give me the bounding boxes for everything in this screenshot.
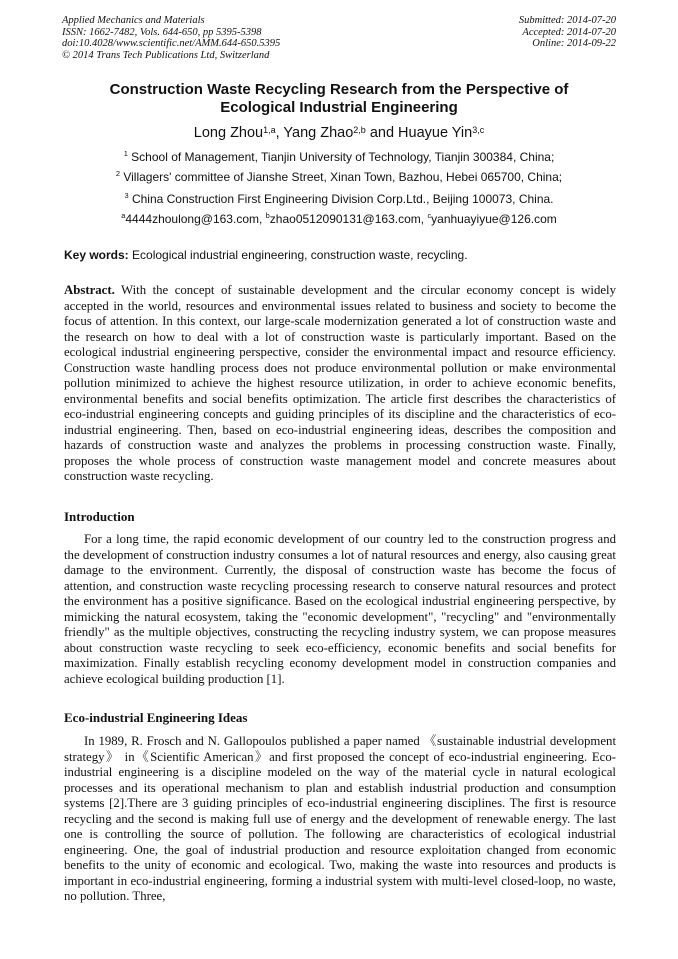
issn-line: ISSN: 1662-7482, Vols. 644-650, pp 5395-5398 xyxy=(62,26,262,38)
journal-name: Applied Mechanics and Materials xyxy=(62,15,205,26)
affiliation-2-sup: 2 xyxy=(115,169,120,179)
author-list xyxy=(40,124,638,142)
title-line-2: Ecological Industrial Engineering xyxy=(220,99,458,116)
submitted-date: Submitted: 2014-07-20 xyxy=(518,15,616,26)
author-2: Yang Zhao xyxy=(283,125,354,141)
title-line-1: Construction Waste Recycling Research from the Perspective of xyxy=(109,81,569,98)
affiliation-2 xyxy=(40,170,638,184)
email-c: yanhuayiyue@126.com xyxy=(431,212,557,226)
author-3-sup: 3,c xyxy=(472,124,485,135)
keywords-text: Ecological industrial engineering, construction waste, recycling. xyxy=(128,248,468,262)
abstract-label: Abstract. xyxy=(64,283,115,297)
journal-header xyxy=(62,15,280,61)
copyright-line: © 2014 Trans Tech Publications Ltd, Switzerland xyxy=(62,49,270,61)
affiliation-2-text: Villagers' committee of Jianshe Street, Xinan Town, Bazhou, Hebei 065700, China; xyxy=(123,170,563,184)
author-1-sup: 1,a xyxy=(263,124,276,135)
affiliation-1-text: School of Management, Tianjin University of Technology, Tianjin 300384, China; xyxy=(131,150,555,164)
online-date: Online: 2014-09-22 xyxy=(532,38,616,49)
author-sep-2: and xyxy=(365,125,399,141)
eco-section-heading: Eco-industrial Engineering Ideas xyxy=(64,710,248,725)
email-a-sup: a xyxy=(121,211,126,221)
introduction-heading: Introduction xyxy=(64,509,135,524)
affiliation-1-sup: 1 xyxy=(123,149,128,159)
affiliation-1 xyxy=(40,150,638,164)
author-2-sup: 2,b xyxy=(353,124,366,135)
introduction-text: For a long time, the rapid economic development of our country led to the construction progress and the development of construction industry consumes a lot of natural resources and energy, also causing great damage to the environment. Currently, the disposal of construction waste has become the focus of attention, and construction waste recycling processing research to conserve natural resources and protect the environment has a positive significance. Based on the ecological industrial engineering perspective, by mimicking the natural ecosystem, taking the "economic development", "recycling" and "environmentally friendly" as the multiple objectives, constructing the recycling industry system, we can propose measures about construction waste recycling to seek eco-efficiency, economic benefits and social benefits for maximization. Finally establish recycling economy development model in construction companies and achieve ecological building production [1]. xyxy=(64,532,616,686)
author-1: Long Zhou xyxy=(193,125,264,141)
email-b: zhao0512090131@163.com, xyxy=(269,212,428,226)
affiliation-3-sup: 3 xyxy=(124,191,129,201)
accepted-date: Accepted: 2014-07-20 xyxy=(522,26,616,38)
dates-header xyxy=(519,15,616,50)
paper-title xyxy=(40,81,638,117)
affiliation-3-text: China Construction First Engineering Division Corp.Ltd., Beijing 100073, China. xyxy=(131,192,554,206)
author-sep-1: , xyxy=(275,125,284,141)
abstract xyxy=(64,283,616,485)
doi-line: doi:10.4028/www.scientific.net/AMM.644-650.5395 xyxy=(62,38,281,49)
author-3: Huayue Yin xyxy=(398,125,473,141)
abstract-text: With the concept of sustainable development and the circular economy concept is widely accepted in the world, resources and environmental issues related to business and society to become the focus of attention. In this context, our large-scale modernization generated a lot of construction waste and the research on how to deal with a lot of construction waste is particularly important. Based on the ecological industrial engineering perspective, consider the environmental impact and resource efficiency. Construction waste handling process does not produce environmental pollution or make environmental pollution minimized to achieve the highest resource utilization, in order to achieve economic benefits, environmental benefits and social benefits optimization. The article first describes the characteristics of eco-industrial engineering concepts and guiding principles of its discipline and the characteristics of eco-industrial engineering. Then, based on eco-industrial engineering ideas, describes the composition and hazards of construction waste and analyzes the problems in processing construction waste. Finally, proposes the whole process of construction waste management model and concrete measures about construction waste recycling. xyxy=(64,283,616,483)
keywords-label: Key words: xyxy=(64,248,129,262)
email-c-sup: c xyxy=(427,211,432,221)
email-line xyxy=(40,212,638,226)
eco-section-text: In 1989, R. Frosch and N. Gallopoulos published a paper named 《sustainable industrial development strategy》 in《Scientific American》and first proposed the concept of eco-industrial engineering. Eco-industrial engineering is a discipline modeled on the way of the material cycle in natural ecological processes and its operational mechanism to plan and establish industrial production and consumption systems [2].There are 3 guiding principles of eco-industrial engineering disciplines. The first is resource recycling and the second is making full use of energy and the development of renewable energy. The last one is controlling the source of pollution. The following are characteristics of ecological industrial engineering. One, the goal of industrial production and resource exploitation changed from economic benefits to the unity of economic and ecological. Two, making the waste into resources and products is important in eco-industrial engineering, forming a industrial system with multi-level closed-loop, no waste, no pollution. Three, xyxy=(64,734,616,903)
affiliation-3 xyxy=(40,192,638,206)
keywords xyxy=(64,248,624,262)
email-a: 4444zhoulong@163.com, xyxy=(125,212,266,226)
email-b-sup: b xyxy=(265,211,270,221)
